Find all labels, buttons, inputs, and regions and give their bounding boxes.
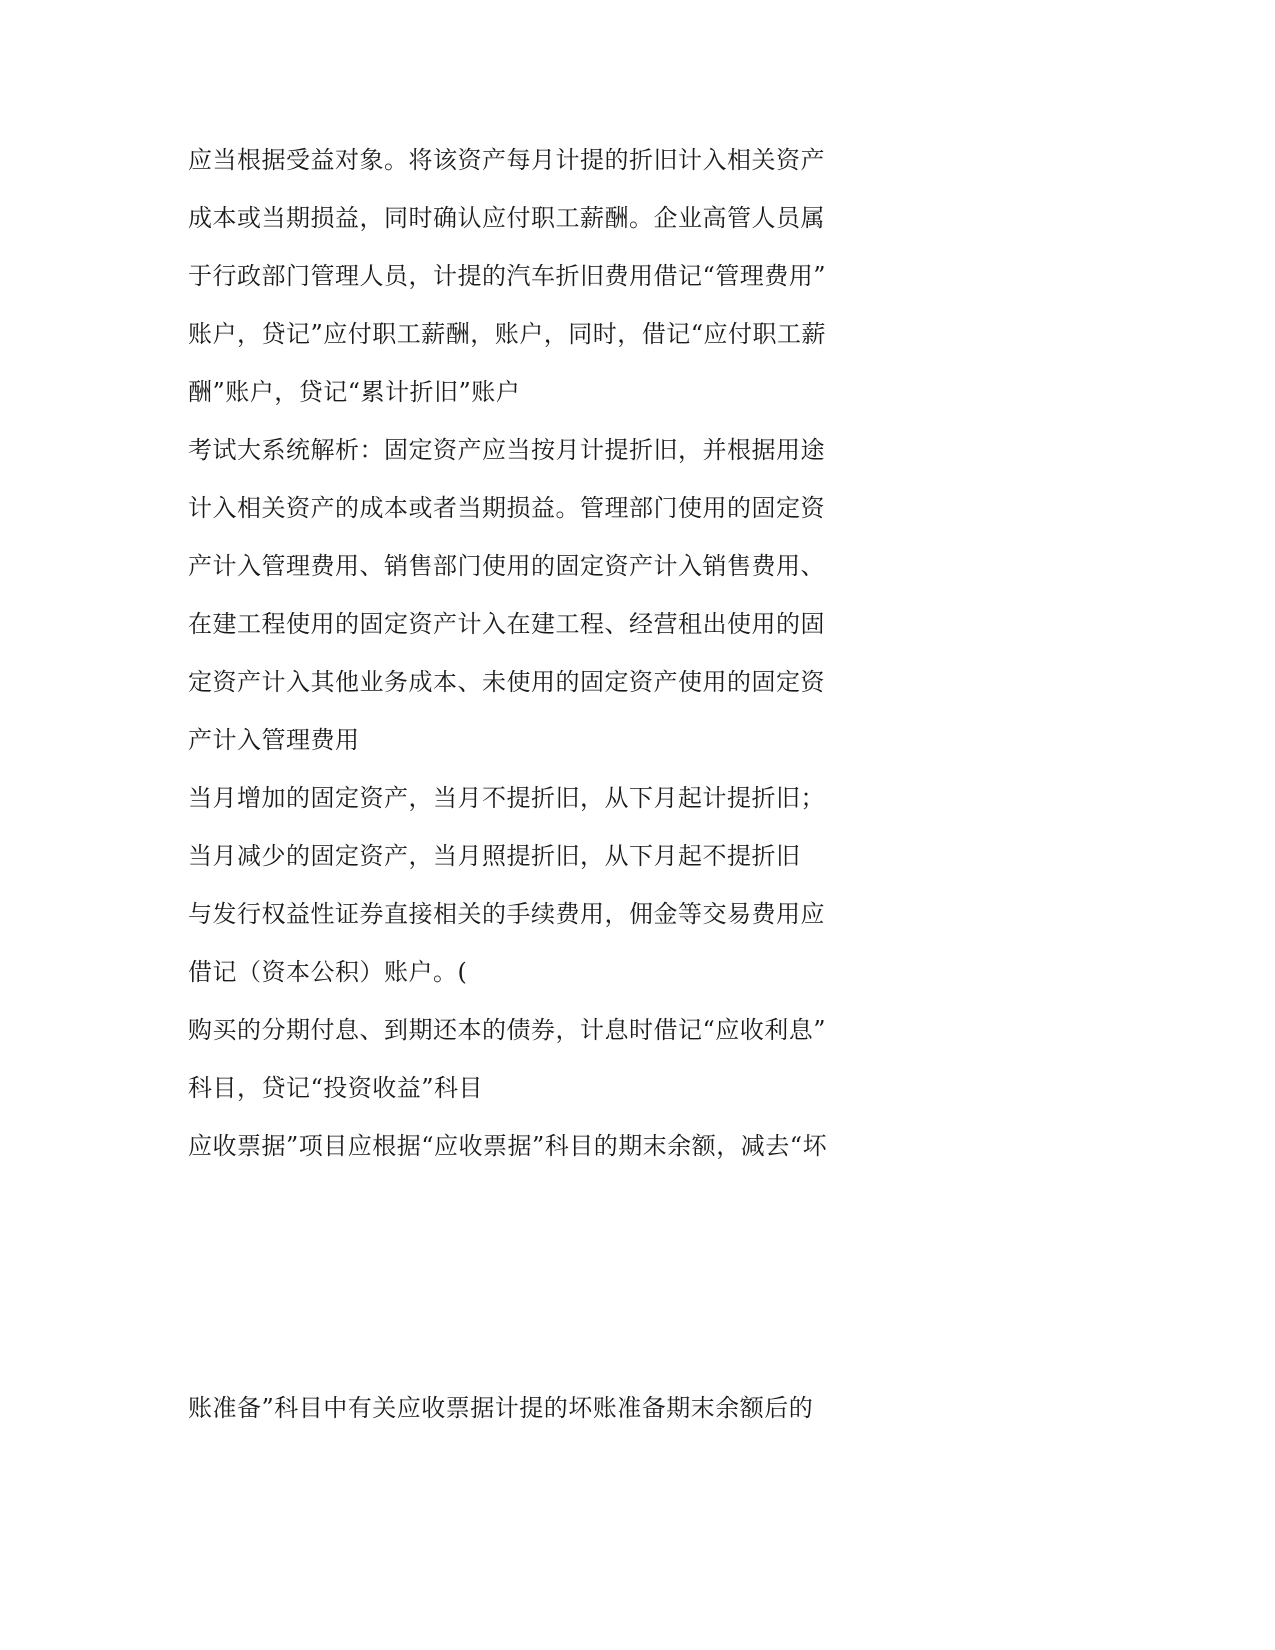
text-line: 考试大系统解析：固定资产应当按月计提折旧，并根据用途 [188,436,825,464]
text-line: 账准备”科目中有关应收票据计提的坏账准备期末余额后的 [188,1394,814,1422]
text-line: 当月减少的固定资产，当月照提折旧，从下月起不提折旧 [188,842,801,870]
text-line: 在建工程使用的固定资产计入在建工程、经营租出使用的固 [188,610,825,638]
text-line: 科目，贷记“投资收益”科目 [188,1074,484,1102]
text-line: 当月增加的固定资产，当月不提折旧，从下月起计提折旧； [188,784,825,812]
text-line: 酬”账户，贷记“累计折旧”账户 [188,378,521,406]
text-line: 与发行权益性证券直接相关的手续费用，佣金等交易费用应 [188,900,825,928]
text-line: 产计入管理费用 [188,726,360,754]
text-line: 成本或当期损益，同时确认应付职工薪酬。企业高管人员属 [188,204,825,232]
text-line: 产计入管理费用、销售部门使用的固定资产计入销售费用、 [188,552,825,580]
text-line: 应当根据受益对象。将该资产每月计提的折旧计入相关资产 [188,146,825,174]
text-line: 应收票据”项目应根据“应收票据”科目的期末余额，减去“坏 [188,1132,828,1160]
text-line: 计入相关资产的成本或者当期损益。管理部门使用的固定资 [188,494,825,522]
text-line: 购买的分期付息、到期还本的债券，计息时借记“应收利息” [188,1016,827,1044]
text-line: 账户，贷记”应付职工薪酬，账户，同时，借记“应付职工薪 [188,320,827,348]
text-line: 定资产计入其他业务成本、未使用的固定资产使用的固定资 [188,668,825,696]
text-line: 于行政部门管理人员，计提的汽车折旧费用借记“管理费用” [188,262,827,290]
text-line: 借记（资本公积）账户。( [188,958,468,986]
